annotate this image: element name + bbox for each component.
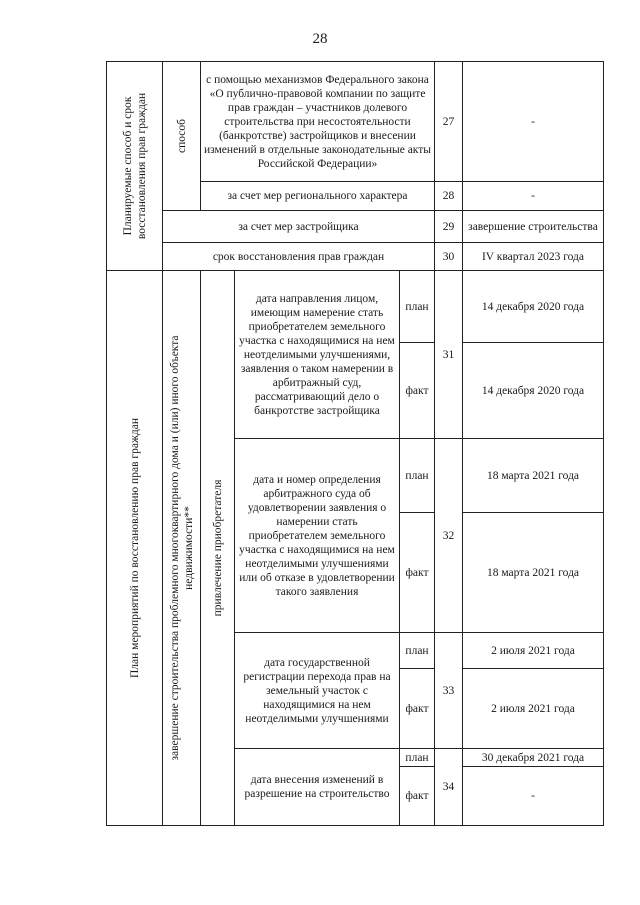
item-33-fact-label: факт	[399, 668, 434, 748]
row-number-33: 33	[434, 632, 462, 748]
term-label: срок восстановления прав граждан	[162, 242, 434, 270]
item-33-plan-label: план	[399, 632, 434, 668]
value-27: -	[462, 61, 604, 181]
item-34-text: дата внесения изменений в разрешение на строительство	[234, 748, 399, 826]
item-33-fact-value: 2 июля 2021 года	[462, 668, 604, 748]
method-label: способ	[162, 61, 200, 210]
section2-sub-label: завершение строительства проблемного многоквартирного дома и (или) иного объекта недвижимости**	[162, 270, 200, 826]
method-federal-law: с помощью механизмов Федерального закона «О публично-правовой компании по защите прав граждан – участников долевого строительства при несостоятельности (банкротстве) застройщиков и внесении изменений в отдельные законодательные акты Российской Федерации»	[200, 61, 434, 181]
item-32-plan-label: план	[399, 438, 434, 512]
item-34-plan-label: план	[399, 748, 434, 766]
item-32-fact-label: факт	[399, 512, 434, 632]
item-34-fact-value: -	[462, 766, 604, 826]
item-31-fact-value: 14 декабря 2020 года	[462, 342, 604, 438]
item-34-plan-value: 30 декабря 2021 года	[462, 748, 604, 766]
row-number-29: 29	[434, 210, 462, 242]
item-33-text: дата государственной регистрации перехода прав на земельный участок с находящимися на нем неотделимыми улучшениями	[234, 632, 399, 748]
row-number-30: 30	[434, 242, 462, 270]
section1-label: Планируемые способ и срок восстановления прав граждан	[106, 61, 162, 270]
row-number-31: 31	[434, 270, 462, 438]
item-32-plan-value: 18 марта 2021 года	[462, 438, 604, 512]
item-34-fact-label: факт	[399, 766, 434, 826]
method-developer: за счет мер застройщика	[162, 210, 434, 242]
item-31-text: дата направления лицом, имеющим намерение стать приобретателем земельного участка с находящимися на нем неотделимыми улучшениями, заявления о таком намерении в арбитражный суд, рассматривающий дело о банкротстве застройщика	[234, 270, 399, 438]
value-29: завершение строительства	[462, 210, 604, 242]
item-32-text: дата и номер определения арбитражного суда об удовлетворении заявления о намерении стать приобретателем земельного участка с находящимися на нем неотделимыми улучшениями или об отказе в удовлетворении такого заявления	[234, 438, 399, 632]
section2-sub-sub-label: привлечение приобретателя	[200, 270, 234, 826]
row-number-34: 34	[434, 748, 462, 826]
item-32-fact-value: 18 марта 2021 года	[462, 512, 604, 632]
row-number-32: 32	[434, 438, 462, 632]
page-number: 28	[312, 31, 328, 47]
item-31-plan-value: 14 декабря 2020 года	[462, 270, 604, 342]
row-number-28: 28	[434, 181, 462, 210]
item-31-plan-label: план	[399, 270, 434, 342]
row-number-27: 27	[434, 61, 462, 181]
value-28: -	[462, 181, 604, 210]
item-31-fact-label: факт	[399, 342, 434, 438]
method-regional: за счет мер регионального характера	[200, 181, 434, 210]
value-30: IV квартал 2023 года	[462, 242, 604, 270]
section2-label: План мероприятий по восстановлению прав граждан	[106, 270, 162, 826]
item-33-plan-value: 2 июля 2021 года	[462, 632, 604, 668]
